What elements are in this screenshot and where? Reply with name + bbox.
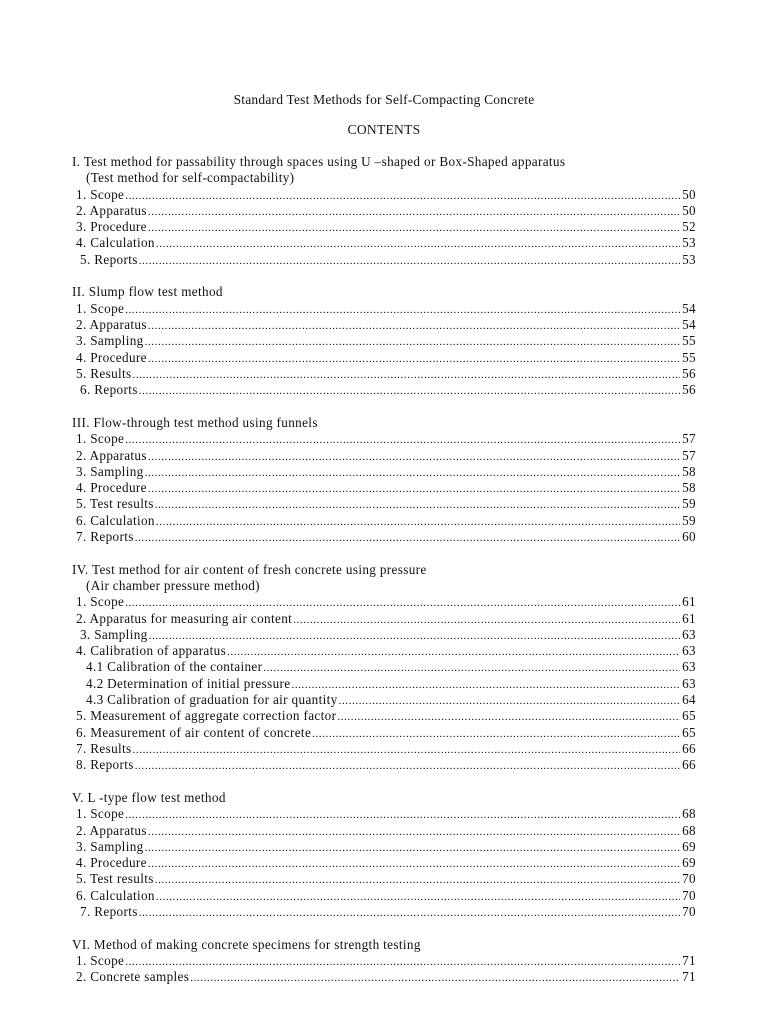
entry-label: 4.2 Determination of initial pressure	[86, 675, 291, 691]
dot-leader	[148, 481, 680, 497]
entry-page: 54	[682, 300, 696, 316]
table-of-contents	[72, 154, 696, 1002]
entry-label: 4. Procedure	[76, 349, 147, 365]
entry-page: 61	[682, 594, 696, 610]
entry-label: 6. Calculation	[76, 512, 155, 528]
toc-entry[interactable]	[72, 855, 696, 871]
toc-entry[interactable]	[72, 366, 696, 382]
toc-entry[interactable]	[72, 513, 696, 529]
entry-page: 57	[682, 431, 696, 447]
dot-leader	[148, 449, 680, 465]
toc-entry[interactable]	[72, 219, 696, 235]
dot-leader	[139, 253, 680, 269]
entry-page: 58	[682, 480, 696, 496]
dot-leader	[133, 367, 681, 383]
toc-entry[interactable]	[72, 350, 696, 366]
entry-page: 69	[682, 855, 696, 871]
dot-leader	[148, 824, 680, 840]
entry-page: 70	[682, 887, 696, 903]
section-heading: VI. Method of making concrete specimens for strength testing	[72, 936, 421, 952]
entry-label: 5. Results	[76, 365, 132, 381]
toc-entry[interactable]	[72, 431, 696, 447]
dot-leader	[339, 693, 681, 709]
entry-label: 5. Measurement of aggregate correction factor	[76, 708, 337, 724]
dot-leader	[125, 954, 680, 970]
dot-leader	[337, 709, 680, 725]
entry-label: 1. Scope	[76, 806, 125, 822]
section-heading: III. Flow-through test method using funnels	[72, 414, 318, 430]
toc-entry[interactable]	[72, 301, 696, 317]
dot-leader	[155, 497, 680, 513]
toc-entry[interactable]	[72, 529, 696, 545]
entry-label: 4. Calibration of apparatus	[76, 643, 227, 659]
section-heading: II. Slump flow test method	[72, 284, 223, 300]
toc-section-1	[72, 154, 696, 268]
entry-label: 2. Apparatus	[76, 317, 147, 333]
entry-label: 2. Apparatus	[76, 202, 147, 218]
toc-section-4	[72, 562, 696, 774]
dot-leader	[139, 905, 680, 921]
entry-page: 58	[682, 463, 696, 479]
entry-label: 2. Apparatus	[76, 822, 147, 838]
entry-label: 5. Test results	[76, 496, 154, 512]
entry-label: 4.1 Calibration of the container	[86, 659, 263, 675]
entry-page: 71	[682, 969, 696, 985]
entry-page: 65	[682, 724, 696, 740]
entry-page: 53	[682, 251, 696, 267]
dot-leader	[148, 856, 680, 872]
dot-leader	[149, 628, 681, 644]
toc-entry[interactable]	[72, 725, 696, 741]
entry-label: 7. Reports	[80, 904, 138, 920]
entry-page: 59	[682, 512, 696, 528]
entry-label: 1. Scope	[76, 594, 125, 610]
dot-leader	[133, 742, 681, 758]
toc-entry[interactable]	[72, 692, 696, 708]
dot-leader	[125, 432, 680, 448]
toc-entry[interactable]	[72, 953, 696, 969]
toc-entry[interactable]	[72, 611, 696, 627]
entry-label: 2. Apparatus for measuring air content	[76, 610, 293, 626]
toc-entry[interactable]	[72, 594, 696, 610]
toc-entry[interactable]	[72, 871, 696, 887]
dot-leader	[125, 188, 680, 204]
entry-page: 63	[682, 626, 696, 642]
entry-label: 8. Reports	[76, 757, 134, 773]
entry-page: 55	[682, 349, 696, 365]
entry-label: 3. Sampling	[76, 838, 144, 854]
entry-label: 7. Results	[76, 740, 132, 756]
entry-label: 4. Procedure	[76, 855, 147, 871]
toc-entry[interactable]	[72, 203, 696, 219]
dot-leader	[148, 204, 680, 220]
entry-label: 4. Calculation	[76, 235, 155, 251]
dot-leader	[125, 302, 680, 318]
entry-label: 3. Procedure	[76, 219, 147, 235]
toc-entry[interactable]	[72, 741, 696, 757]
contents-heading: CONTENTS	[347, 122, 421, 137]
entry-label: 2. Apparatus	[76, 447, 147, 463]
entry-page: 57	[682, 447, 696, 463]
entry-page: 52	[682, 219, 696, 235]
entry-label: 3. Sampling	[76, 333, 144, 349]
toc-entry[interactable]	[72, 757, 696, 773]
entry-page: 50	[682, 186, 696, 202]
entry-page: 56	[682, 365, 696, 381]
toc-entry[interactable]	[72, 317, 696, 333]
dot-leader	[145, 840, 681, 856]
entry-page: 68	[682, 806, 696, 822]
dot-leader	[135, 530, 680, 546]
entry-page: 63	[682, 643, 696, 659]
entry-label: 3. Sampling	[76, 463, 144, 479]
toc-entry[interactable]	[72, 448, 696, 464]
toc-entry[interactable]	[72, 643, 696, 659]
entry-page: 66	[682, 757, 696, 773]
dot-leader	[145, 334, 681, 350]
entry-page: 64	[682, 692, 696, 708]
section-subheading: (Air chamber pressure method)	[86, 578, 260, 593]
entry-page: 65	[682, 708, 696, 724]
toc-entry[interactable]	[72, 496, 696, 512]
toc-entry[interactable]	[72, 823, 696, 839]
entry-page: 70	[682, 871, 696, 887]
dot-leader	[145, 465, 681, 481]
toc-entry[interactable]	[72, 904, 696, 920]
toc-entry[interactable]	[72, 464, 696, 480]
entry-label: 5. Test results	[76, 871, 154, 887]
dot-leader	[156, 889, 680, 905]
entry-label: 6. Measurement of air content of concrete	[76, 724, 312, 740]
entry-label: 2. Concrete samples	[76, 969, 190, 985]
toc-entry[interactable]	[72, 708, 696, 724]
entry-page: 50	[682, 202, 696, 218]
toc-entry[interactable]	[72, 839, 696, 855]
toc-section-5	[72, 790, 696, 920]
dot-leader	[312, 726, 680, 742]
toc-entry[interactable]	[72, 382, 696, 398]
dot-leader	[135, 758, 680, 774]
toc-entry[interactable]	[72, 806, 696, 822]
dot-leader	[227, 644, 680, 660]
entry-label: 6. Calculation	[76, 887, 155, 903]
toc-entry[interactable]	[72, 252, 696, 268]
entry-page: 71	[682, 953, 696, 969]
toc-entry[interactable]	[72, 187, 696, 203]
entry-page: 66	[682, 740, 696, 756]
entry-label: 1. Scope	[76, 300, 125, 316]
toc-entry[interactable]	[72, 235, 696, 251]
dot-leader	[139, 383, 680, 399]
dot-leader	[190, 970, 680, 986]
document-title: Standard Test Methods for Self-Compacting Concrete	[233, 92, 535, 107]
dot-leader	[293, 612, 680, 628]
dot-leader	[263, 660, 680, 676]
dot-leader	[148, 318, 680, 334]
entry-label: 4.3 Calibration of graduation for air quantity	[86, 692, 338, 708]
entry-label: 4. Procedure	[76, 480, 147, 496]
entry-label: 5. Reports	[80, 251, 138, 267]
dot-leader	[148, 351, 680, 367]
dot-leader	[156, 514, 680, 530]
entry-page: 63	[682, 659, 696, 675]
entry-page: 55	[682, 333, 696, 349]
dot-leader	[155, 872, 680, 888]
toc-section-2	[72, 284, 696, 398]
dot-leader	[156, 236, 680, 252]
entry-page: 59	[682, 496, 696, 512]
entry-label: 7. Reports	[76, 529, 134, 545]
entry-page: 61	[682, 610, 696, 626]
entry-page: 68	[682, 822, 696, 838]
toc-section-6	[72, 937, 696, 986]
section-heading: IV. Test method for air content of fresh concrete using pressure	[72, 561, 427, 577]
entry-label: 6. Reports	[80, 382, 138, 398]
entry-label: 3. Sampling	[80, 626, 148, 642]
entry-page: 70	[682, 904, 696, 920]
entry-label: 1. Scope	[76, 186, 125, 202]
entry-label: 1. Scope	[76, 431, 125, 447]
entry-page: 69	[682, 838, 696, 854]
toc-entry[interactable]	[72, 659, 696, 675]
dot-leader	[148, 220, 680, 236]
entry-page: 53	[682, 235, 696, 251]
toc-entry[interactable]	[72, 480, 696, 496]
toc-entry[interactable]	[72, 676, 696, 692]
entry-page: 63	[682, 675, 696, 691]
toc-entry[interactable]	[72, 969, 696, 985]
toc-entry[interactable]	[72, 627, 696, 643]
entry-page: 54	[682, 317, 696, 333]
dot-leader	[291, 677, 680, 693]
section-subheading: (Test method for self-compactability)	[86, 170, 295, 186]
section-heading: V. L -type flow test method	[72, 789, 226, 805]
toc-section-3	[72, 415, 696, 545]
entry-page: 60	[682, 529, 696, 545]
toc-entry[interactable]	[72, 333, 696, 349]
section-heading: I. Test method for passability through spaces using U –shaped or Box-Shaped apparatus	[72, 154, 566, 169]
toc-entry[interactable]	[72, 888, 696, 904]
entry-label: 1. Scope	[76, 953, 125, 969]
dot-leader	[125, 595, 680, 611]
dot-leader	[125, 807, 680, 823]
entry-page: 56	[682, 382, 696, 398]
